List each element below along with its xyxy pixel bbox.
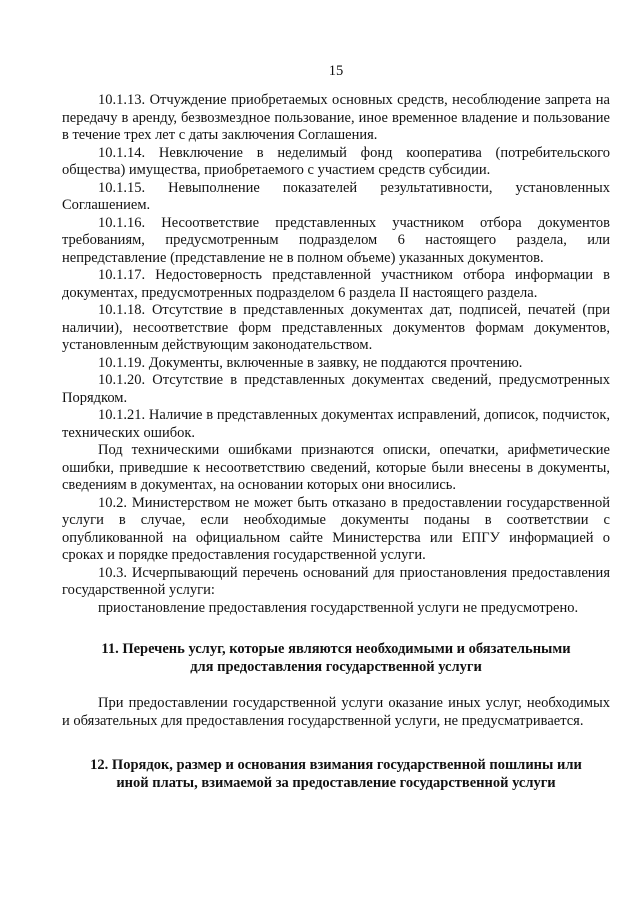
clause-10-1-16: 10.1.16. Несоответствие представленных участником отбора документов требованиям, предусмотренным подразделом 6 настоящего раздела, или непредставление (представление не в полном объеме) указанных документов. — [62, 214, 610, 266]
clause-10-1-19: 10.1.19. Документы, включенные в заявку, не поддаются прочтению. — [98, 354, 523, 371]
section-11-text: При предоставлении государственной услуги оказание иных услуг, необходимых и обязательных для предоставления государственной услуги, не предусматривается. — [62, 695, 610, 729]
clause-10-2: 10.2. Министерством не может быть отказано в предоставлении государственной услуги в случае, если необходимые документы поданы в соответствии с опубликованной на официальном сайте Министерства или ЕПГУ информацией о сроках и порядке предоставления государственной услуги. — [62, 494, 610, 563]
clause-10-1-21: 10.1.21. Наличие в представленных документах исправлений, дописок, подчисток, технических ошибок. — [62, 407, 610, 441]
section-12-heading — [62, 757, 610, 792]
clause-10-1-17: 10.1.17. Недостоверность представленной участником отбора информации в документах, предусмотренных подразделом 6 раздела II настоящего раздела. — [62, 267, 610, 301]
technical-errors-note: Под техническими ошибками признаются описки, опечатки, арифметические ошибки, приведшие к несоответствию сведений, которые были внесены в документы, сведениям в документах, на основании которых они вносились. — [62, 442, 610, 493]
clause-10-1-15: 10.1.15. Невыполнение показателей результативности, установленных Соглашением. — [62, 179, 610, 213]
section-11-heading — [62, 641, 610, 676]
section-11-heading-line-2: для предоставления государственной услуги — [190, 658, 482, 675]
clause-10-3: 10.3. Исчерпывающий перечень оснований для приостановления предоставления государственной услуги: — [62, 564, 610, 598]
section-12-heading-line-2: иной платы, взимаемой за предоставление государственной услуги — [116, 774, 556, 791]
section-12-heading-line-1: 12. Порядок, размер и основания взимания государственной пошлины или — [90, 757, 582, 773]
clause-10-1-14: 10.1.14. Невключение в неделимый фонд кооператива (потребительского общества) имущества, приобретаемого с участием средств субсидии. — [62, 144, 610, 178]
clause-10-1-13: 10.1.13. Отчуждение приобретаемых основных средств, несоблюдение запрета на передачу в аренду, безвозмездное пользование, иное временное владение и пользование в течение трех лет с даты заключения Соглашения. — [62, 92, 610, 143]
suspension-note: приостановление предоставления государственной услуги не предусмотрено. — [98, 599, 579, 616]
page-number: 15 — [328, 63, 344, 79]
section-11-heading-line-1: 11. Перечень услуг, которые являются необходимыми и обязательными — [101, 641, 571, 657]
clause-10-1-18: 10.1.18. Отсутствие в представленных документах дат, подписей, печатей (при наличии), несоответствие форм представленных документов формам документов, установленным действующим законодательством. — [62, 302, 610, 353]
clause-10-1-20: 10.1.20. Отсутствие в представленных документах сведений, предусмотренных Порядком. — [62, 372, 610, 406]
document-body — [62, 92, 610, 792]
